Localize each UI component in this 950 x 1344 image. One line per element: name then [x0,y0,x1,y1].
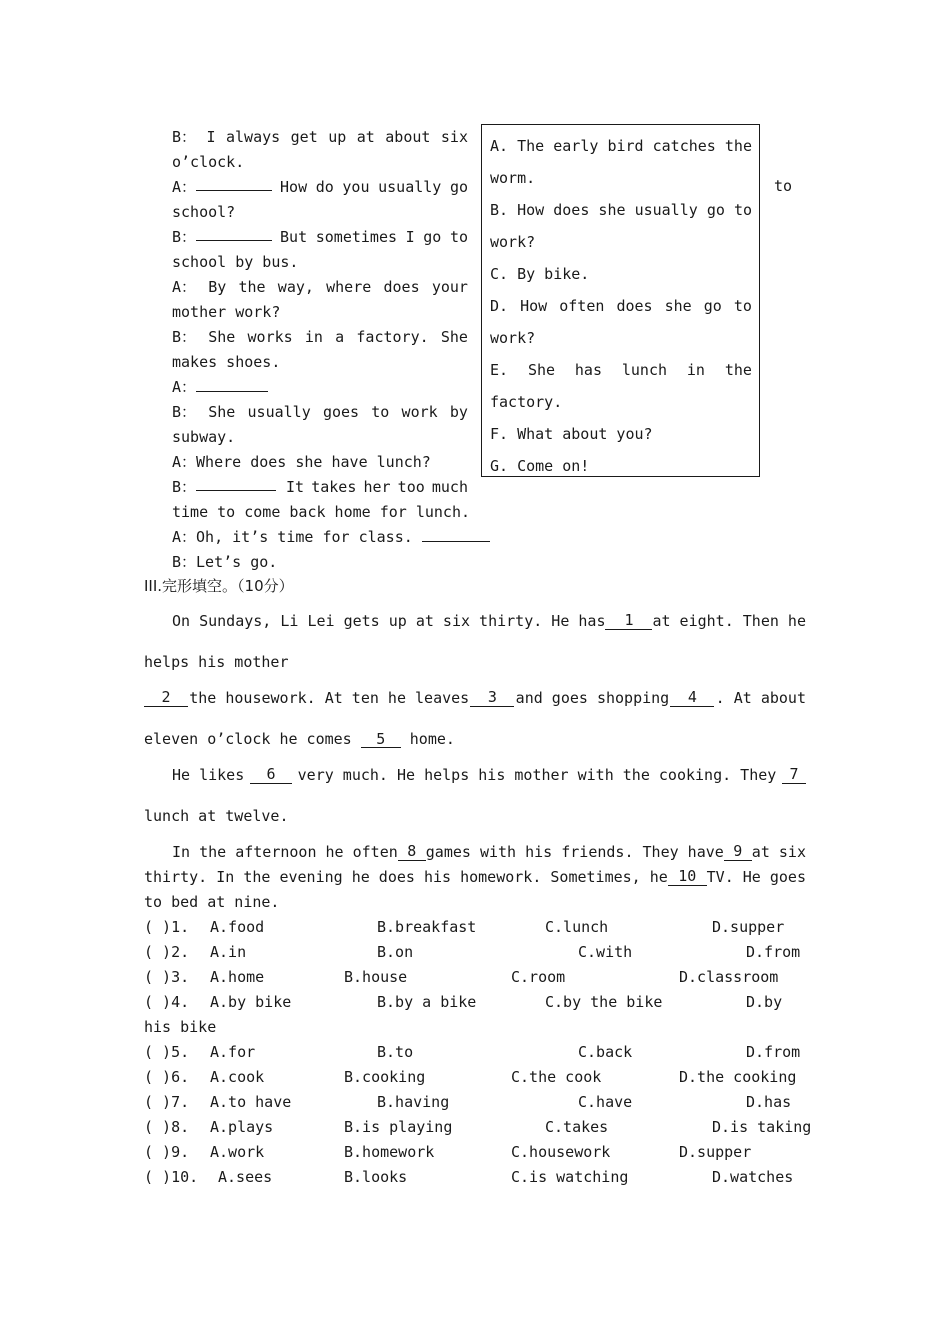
option-b[interactable]: B.homework [344,1143,435,1161]
option-b[interactable]: B.to [377,1043,414,1061]
option-d[interactable]: D.from [746,943,801,961]
cloze-blank-2[interactable]: 2 [144,689,188,707]
dialogue-line: B： She usually goes to work by [172,403,468,421]
option-line: G. Come on! [490,457,590,475]
question-row [144,918,806,940]
cloze-blank-8[interactable]: 8 [398,843,426,861]
option-line: B. How does she usually go to [490,201,752,219]
dialogue-line: A：Where does she have lunch? [172,453,431,471]
option-line: A. The early bird catches the [490,137,752,155]
question-number[interactable]: ( )5. [144,1043,190,1061]
option-d[interactable]: D.classroom [679,968,779,986]
question-number[interactable]: ( )4. [144,993,190,1011]
dialogue-line: o’clock. [172,153,245,171]
option-a[interactable]: A.to have [210,1093,292,1111]
dialogue-line: B：Let’s go. [172,553,278,571]
option-c[interactable]: C.is watching [511,1168,629,1186]
passage-line: On Sundays, Li Lei gets up at six thirty. He has 1 at eight. Then he [172,611,806,630]
option-b[interactable]: B.house [344,968,408,986]
question-number[interactable]: ( )7. [144,1093,190,1111]
question-row [144,1118,812,1140]
dialogue-line: time to come back home for lunch. [172,503,471,521]
dialogue-line: A： [172,375,468,400]
option-d-continuation: his bike [144,1018,217,1036]
dialogue-line: school by bus. [172,253,299,271]
option-d[interactable]: D.watches [712,1168,794,1186]
option-line: factory. [490,393,563,411]
option-d[interactable]: D.from [746,1043,801,1061]
option-b[interactable]: B.having [377,1093,450,1111]
option-a[interactable]: A.for [210,1043,256,1061]
option-c[interactable]: C.lunch [545,918,609,936]
question-number[interactable]: ( )9. [144,1143,190,1161]
passage-line: eleven o’clock he comes 5 home. [144,730,455,748]
passage-line: In the afternoon he often 8 games with his friends. They have 9 at six [172,842,806,861]
option-line: E. She has lunch in the [490,361,752,379]
options-box [481,124,760,477]
option-a[interactable]: A.work [210,1143,265,1161]
passage-line: helps his mother [144,653,289,671]
option-a[interactable]: A.in [210,943,247,961]
option-d[interactable]: D.has [746,1093,792,1111]
option-d[interactable]: D.is taking [712,1118,812,1136]
option-line: F. What about you? [490,425,653,443]
question-number[interactable]: ( )6. [144,1068,190,1086]
question-row [144,1143,806,1165]
question-row [144,1168,806,1190]
option-line: work? [490,329,536,347]
question-number[interactable]: ( )2. [144,943,190,961]
cloze-blank-5[interactable]: 5 [361,731,401,748]
dialogue-line: A： By the way, where does your [172,278,468,296]
cloze-blank-9[interactable]: 9 [724,843,752,861]
option-b[interactable]: B.is playing [344,1118,453,1136]
passage-line: to bed at nine. [144,893,280,911]
question-row [144,1068,806,1090]
question-row [144,1093,806,1115]
passage-line: He likes 6 very much. He helps his mother with the cooking. They 7 [172,766,806,784]
answer-blank[interactable] [422,526,490,542]
question-row [144,968,806,990]
dialogue-line: A： How do you usually go [172,175,468,200]
question-number[interactable]: ( )10. [144,1168,199,1186]
answer-blank[interactable] [196,225,272,241]
question-number[interactable]: ( )1. [144,918,190,936]
option-b[interactable]: B.looks [344,1168,408,1186]
option-c[interactable]: C.back [578,1043,633,1061]
dialogue-line: makes shoes. [172,353,281,371]
option-b[interactable]: B.on [377,943,414,961]
option-a[interactable]: A.plays [210,1118,274,1136]
dialogue-line: B： It takes her too much [172,475,468,500]
option-a[interactable]: A.food [210,918,265,936]
option-a[interactable]: A.by bike [210,993,292,1011]
passage-line: lunch at twelve. [144,807,289,825]
option-a[interactable]: A.home [210,968,265,986]
option-a[interactable]: A.sees [218,1168,273,1186]
stray-text: to [774,177,793,195]
question-number[interactable]: ( )8. [144,1118,190,1136]
option-c[interactable]: C.room [511,968,566,986]
option-a[interactable]: A.cook [210,1068,265,1086]
question-number[interactable]: ( )3. [144,968,190,986]
option-c[interactable]: C.with [578,943,633,961]
cloze-blank-4[interactable]: 4 [670,689,714,707]
cloze-blank-10[interactable]: 10 [668,868,707,886]
option-d[interactable]: D.supper [712,918,785,936]
option-c[interactable]: C.have [578,1093,633,1111]
option-line: C. By bike. [490,265,590,283]
dialogue-line: A：Oh, it’s time for class. [172,525,492,550]
dialogue-line: mother work? [172,303,281,321]
option-b[interactable]: B.cooking [344,1068,426,1086]
option-b[interactable]: B.by a bike [377,993,477,1011]
passage-line: thirty. In the evening he does his homework. Sometimes, he 10 TV. He goes [144,867,806,886]
passage-line: 2 the housework. At ten he leaves 3 and goes shopping 4 . At about [144,689,806,707]
question-row-wrap [144,1018,806,1040]
option-c[interactable]: C.takes [545,1118,609,1136]
option-d[interactable]: D.by [746,993,783,1011]
answer-blank[interactable] [196,376,268,392]
cloze-blank-6[interactable]: 6 [250,766,292,784]
answer-blank[interactable] [196,475,276,491]
option-line: worm. [490,169,536,187]
cloze-blank-1[interactable]: 1 [605,612,652,630]
option-c[interactable]: C.by the bike [545,993,663,1011]
dialogue-line: B： But sometimes I go to [172,225,468,250]
option-d[interactable]: D.supper [679,1143,752,1161]
option-c[interactable]: C.the cook [511,1068,602,1086]
option-line: D. How often does she go to [490,297,752,315]
cloze-blank-3[interactable]: 3 [470,689,514,707]
dialogue-line: school? [172,203,236,221]
cloze-blank-7[interactable]: 7 [782,766,806,784]
dialogue-line: B： I always get up at about six [172,128,468,146]
section-title: III.完形填空。（10分） [144,577,294,595]
dialogue-line: B： She works in a factory. She [172,328,468,346]
dialogue-line: subway. [172,428,236,446]
question-row [144,943,806,965]
answer-blank[interactable] [196,175,272,191]
option-line: work? [490,233,536,251]
option-c[interactable]: C.housework [511,1143,611,1161]
option-b[interactable]: B.breakfast [377,918,477,936]
question-row [144,993,806,1015]
option-d[interactable]: D.the cooking [679,1068,797,1086]
question-row [144,1043,806,1065]
